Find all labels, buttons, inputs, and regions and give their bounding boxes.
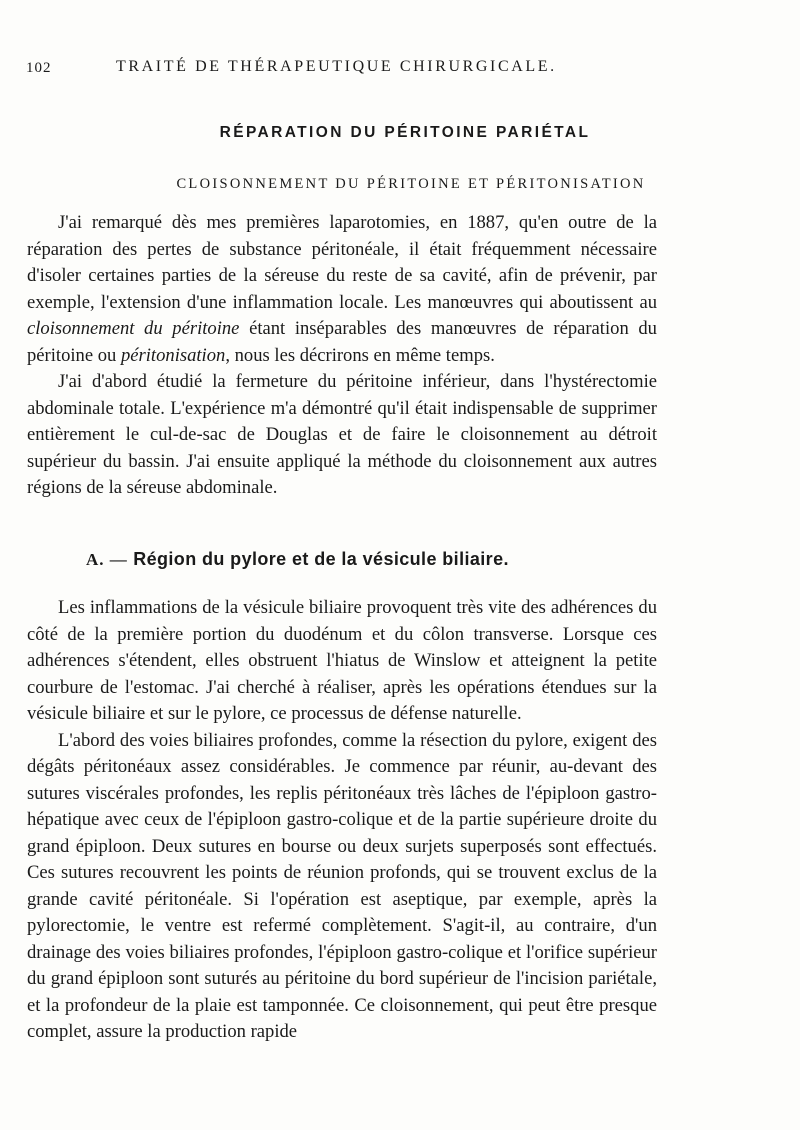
section-subtitle: CLOISONNEMENT DU PÉRITOINE ET PÉRITONISATION [176,176,646,192]
intro-p1-part-c: , nous les décrirons en même temps. [225,344,495,366]
intro-text [27,210,657,502]
subsection-prefix: A. — [86,550,128,569]
subsection-heading [86,549,509,570]
intro-paragraph-1 [27,210,657,369]
body-text [27,595,657,1046]
body-paragraph-1: Les inflammations de la vésicule biliaire provoquent très vite des adhérences du côté de la première portion du duodénum et du côlon transverse. Lorsque ces adhérences s'étendent, elles obstruent l'hiatus de Winslow et atteignent la petite courbure de l'estomac. J'ai cherché à réaliser, après les opérations étendues sur la vésicule biliaire et sur le pylore, ce processus de défense naturelle. [27,597,657,724]
intro-paragraph-2: J'ai d'abord étudié la fermeture du péritoine inférieur, dans l'hystérectomie abdominale totale. L'expérience m'a démontré qu'il était indispensable de supprimer entièrement le cul-de-sac de Douglas et de faire le cloisonnement au détroit supérieur du bassin. J'ai ensuite appliqué la méthode du cloisonnement aux autres régions de la séreuse abdominale. [27,371,657,498]
intro-p1-emphasis-2: péritonisation [120,344,226,366]
page-number: 102 [26,60,52,76]
intro-p1-part-a: J'ai remarqué dès mes premières laparotomies, en 1887, qu'en outre de la réparation des pertes de substance péritonéale, il était fréquemment nécessaire d'isoler certaines parties de la séreuse du reste de sa cavité, afin de prévenir, par exemple, l'extension d'une inflammation locale. Les manœuvres qui aboutissent au [27,212,657,313]
intro-p1-emphasis-1: cloisonnement du péritoine [27,318,240,339]
intro-p1-part-b: étant inséparables des manœuvres de réparation du péritoine ou [27,318,657,366]
body-paragraph-2: L'abord des voies biliaires profondes, comme la résection du pylore, exigent des dégâts péritonéaux assez considérables. Je commence par réunir, au-devant des sutures viscérales profondes, les replis péritonéaux très lâches de l'épiploon gastro-hépatique avec ceux de l'épiploon gastro-colique et de la partie supérieure droite du grand épiploon. Deux sutures en bourse ou deux surjets superposés sont effectués. Ces sutures recouvrent les points de réunion profonds, qui se trouvent exclus de la grande cavité péritonéale. Si l'opération est aseptique, par exemple, après la pylorectomie, le ventre est refermé complètement. S'agit-il, au contraire, d'un drainage des voies biliaires profondes, l'épiploon gastro-colique et l'orifice supérieur du grand épiploon sont suturés au péritoine du bord supérieur de l'incision pariétale, et la profondeur de la plaie est tamponnée. Ce cloisonnement, qui peut être presque complet, assure la production rapide [27,729,657,1042]
page-header [26,58,760,82]
running-head: TRAITÉ DE THÉRAPEUTIQUE CHIRURGICALE. [116,58,557,75]
subsection-title: Région du pylore et de la vésicule biliaire. [133,549,509,569]
section-title: RÉPARATION DU PÉRITOINE PARIÉTAL [219,124,591,141]
